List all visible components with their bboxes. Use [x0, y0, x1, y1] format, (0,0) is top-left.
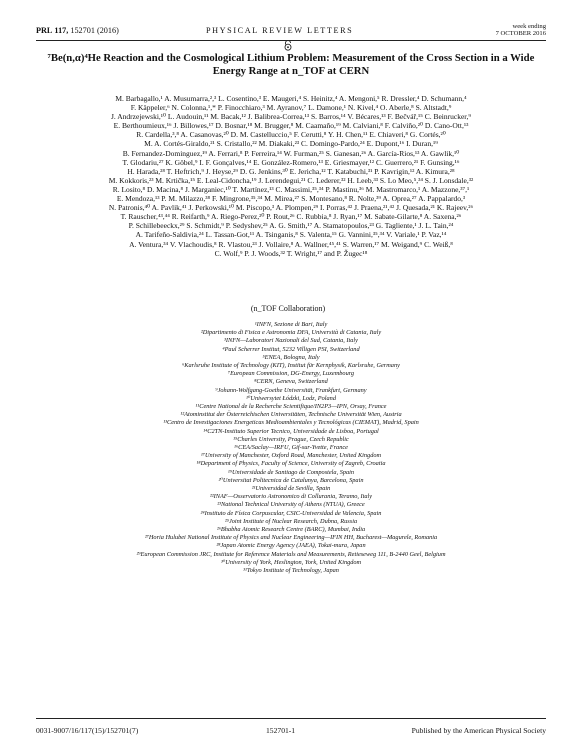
affiliation: ²⁴Instituto de Física Corpuscular, CSIC-Universidad de Valencia, Spain	[200, 509, 382, 517]
author-line: M. Kokkoris,²³ M. Krtička,¹⁵ E. Leal-Cidoncha,¹⁹ J. Lerendegui,²¹ C. Lederer,³² H. Leeb,³³ S. Lo Meo,⁵,³⁴ S. J. Lonsdale,³²	[108, 175, 474, 185]
journal-volume: 117,	[54, 26, 69, 35]
author-line: A. Ventura,³⁴ V. Vlachoudis,⁸ R. Vlastou,²³ J. Vollaire,⁸ A. Wallner,⁴⁵,⁴¹ S. Warren,¹⁷ M. Weigand,⁹ C. Weiß,⁸	[129, 239, 453, 249]
author-line: N. Patronis,⁴⁰ A. Pavlik,⁴¹ J. Perkowski,¹⁰ M. Piscopo,³ A. Plompen,²⁹ I. Porras,⁴² J. Praena,²¹,⁴² J. Quesada,²¹ K. Rajeev,²⁶	[108, 203, 474, 213]
author-line: T. Glodariu,²⁷ K. Göbel,⁹ I. F. Gonçalves,¹⁴ E. González-Romero,¹³ E. Griesmayer,¹² C. Guerrero,²¹ F. Gunsing,¹⁶	[122, 157, 460, 167]
author-line: H. Harada,²⁸ T. Heftrich,⁹ J. Heyse,²⁹ D. G. Jenkins,³⁰ E. Jericha,¹² T. Katabuchi,³¹ P. Kavrigin,¹² A. Kimura,²⁸	[127, 166, 455, 176]
author-line: B. Fernandez-Dominguez,¹⁹ A. Ferrari,⁸ P. Ferreira,¹⁴ W. Furman,²⁵ S. Ganesan,²⁶ A. García-Rios,¹³ A. Gawlik,¹⁰	[122, 148, 460, 158]
affiliation: ²⁰Universitat Politecnica de Catalunya, Barcelona, Spain	[218, 476, 364, 484]
affiliation: ¹²Atominstitut der Österreichischen Universitäten, Technische Universität Wien, Austria	[180, 411, 402, 419]
author-line: P. Schillebeeckx,²⁹ S. Schmidt,⁹ P. Sedyshev,²⁵ A. G. Smith,¹⁷ A. Stamatopoulos,²³ G. Tagliente,¹ J. L. Tain,²⁴	[128, 221, 454, 231]
affiliation: ¹⁷University of Manchester, Oxford Road, Manchester, United Kingdom	[200, 452, 382, 460]
affiliation: ²²INAF—Osservatorio Astronomico di Collurania, Teramo, Italy	[209, 493, 373, 501]
author-line: M. Barbagallo,¹ A. Musumarra,²,³ L. Cosentino,³ E. Maugeri,⁴ S. Heinitz,⁴ A. Mengoni,⁵ R. Dressler,⁴ D. Schumann,⁴	[115, 94, 467, 103]
affiliation: ²⁷Horia Hulubei National Institute of Physics and Nuclear Engineering—IFIN HH, Bucharest—Magurele, Romania	[144, 534, 438, 542]
week-label: week ending	[512, 23, 546, 30]
affiliation: ²⁹European Commission JRC, Institute for Reference Materials and Measurements, Retieseweg 111, B-2440 Geel, Belgium	[136, 550, 446, 558]
affiliation: ⁶Karlsruhe Institute of Technology (KIT), Institut für Kernphysik, Karlsruhe, Germany	[182, 362, 400, 370]
author-line: T. Rauscher,⁴³,⁴⁴ R. Reifarth,⁹ A. Riego-Perez,²⁰ P. Rout,²⁶ C. Rubbia,⁸ J. Ryan,¹⁷ M. Sabate-Gilarte,⁸ A. Saxena,²⁶	[120, 212, 462, 222]
author-line: R. Losito,⁸ D. Macina,⁸ J. Marganiec,¹⁰ T. Martínez,¹³ C. Massimi,³⁵,³⁴ P. Mastinu,³⁶ M. Mastromarco,¹ A. Mazzone,³⁷,¹	[112, 184, 470, 194]
publisher: Published by the American Physical Society	[411, 726, 546, 735]
affiliation: ³¹Tokyo Institute of Technology, Japan	[243, 567, 339, 575]
affiliation: ³⁰University of York, Heslington, York, United Kingdom	[220, 558, 362, 566]
affiliation: ²Dipartimento di Fisica e Astronomia DFA, Università di Catania, Italy	[200, 329, 382, 337]
journal-name: PRL	[36, 26, 53, 35]
author-line: R. Cardella,³,⁸ A. Casanovas,²⁰ D. M. Castelluccio,⁵ F. Cerutti,⁸ Y. H. Chen,¹¹ E. Chiaveri,⁸ G. Cortés,²⁰	[136, 130, 446, 140]
affiliation: ⁸CERN, Geneva, Switzerland	[254, 378, 328, 386]
affiliation: ⁷European Commission, DG-Energy, Luxembourg	[227, 370, 355, 378]
page-footer	[36, 726, 546, 738]
author-line: M. A. Cortés-Giraldo,²¹ S. Cristallo,²² M. Diakaki,²³ C. Domingo-Pardo,²⁴ E. Dupont,¹⁶ I. Duran,¹⁹	[144, 139, 438, 149]
affiliation: ¹INFN, Sezione di Bari, Italy	[254, 321, 328, 328]
affiliation: ¹⁴C2TN-Instituto Superior Tecnico, Universidade de Lisboa, Portugal	[203, 427, 379, 435]
footer-code: 0031-9007/16/117(15)/152701(7)	[36, 726, 139, 735]
affiliation: ⁵ENEA, Bologna, Italy	[262, 353, 320, 361]
page-number: 152701-1	[266, 726, 296, 735]
footer-rule	[36, 718, 546, 719]
affiliation: ²⁸Japan Atomic Energy Agency (JAEA), Tokai-mura, Japan	[216, 542, 366, 550]
affiliation: ²³National Technical University of Athens (NTUA), Greece	[217, 501, 365, 509]
author-line: E. Mendoza,¹³ P. M. Milazzo,³⁸ F. Mingrone,³⁵,³⁴ M. Mirea,²⁷ S. Montesano,⁸ R. Nolte,³⁹ A. Oprea,²⁷ A. Pappalardo,³	[116, 194, 466, 204]
running-title: PHYSICAL REVIEW LETTERS	[206, 26, 354, 35]
affiliation: ²⁵Joint Institute of Nuclear Research, Dubna, Russia	[224, 517, 358, 525]
collaboration-name: (n_TOF Collaboration)	[250, 304, 326, 313]
affiliation: ¹¹Centre National de la Recherche Scientifique/IN2P3—IPN, Orsay, France	[195, 403, 387, 411]
affiliation-list	[36, 321, 546, 575]
page-header	[36, 23, 546, 39]
affiliation: ⁹Johann-Wolfgang-Goethe Universität, Frankfurt, Germany	[215, 386, 367, 394]
paper-title: ⁷Be(n,α)⁴He Reaction and the Cosmological Lithium Problem: Measurement of the Cross Section in a Wide Energy Range at n_TOF at CERN	[47, 52, 535, 77]
week-ending	[496, 23, 546, 38]
author-line: A. Tarifeño-Saldivia,²⁴ L. Tassan-Got,¹¹ A. Tsinganis,⁸ S. Valenta,¹⁵ G. Vannini,³⁵,³⁴ V. Variale,¹ P. Vaz,¹⁴	[135, 230, 447, 240]
author-line: C. Wolf,⁹ P. J. Woods,³² T. Wright,¹⁷ and P. Žugec¹⁸	[214, 248, 368, 258]
author-line: E. Berthoumieux,¹⁶ J. Billowes,¹⁷ D. Bosnar,¹⁸ M. Brugger,⁸ M. Caamaño,¹⁹ M. Calviani,⁸ F. Calviño,²⁰ D. Cano-Ott,¹³	[113, 121, 469, 131]
week-date: 7 OCTOBER 2016	[495, 30, 546, 38]
author-line: F. Käppeler,⁶ N. Colonna,¹,* P. Finocchiaro,³ M. Ayranov,⁷ L. Damone,¹ N. Kivel,⁴ O. Aberle,⁸ S. Altstadt,⁹	[130, 103, 452, 113]
affiliation: ¹⁵Charles University, Prague, Czech Republic	[233, 435, 349, 443]
author-line: J. Andrzejewski,¹⁰ L. Audouin,¹¹ M. Bacak,¹² J. Balibrea-Correa,¹³ S. Barros,¹⁴ V. Bécares,¹³ F. Bečvář,¹⁵ C. Beinrucker,⁹	[111, 112, 471, 122]
author-list	[38, 94, 544, 258]
article-info: 152701 (2016)	[68, 26, 119, 35]
affiliation: ¹⁸Department of Physics, Faculty of Science, University of Zagreb, Croatia	[196, 460, 386, 468]
affiliation: ¹⁶CEA/Saclay—IRFU, Gif-sur-Yvette, France	[234, 444, 348, 452]
affiliation: ¹⁹Universidade de Santiago de Compostela, Spain	[227, 468, 355, 476]
affiliation: ²⁶Bhabha Atomic Research Centre (BARC), Mumbai, India	[216, 526, 366, 534]
affiliation: ²¹Universidad de Sevilla, Spain	[251, 485, 331, 493]
journal-citation	[36, 26, 119, 35]
affiliation: ⁴Paul Scherrer Institut, 5232 Villigen PSI, Switzerland	[222, 345, 360, 353]
affiliation: ³INFN—Laboratori Nazionali del Sud, Catania, Italy	[224, 337, 358, 345]
affiliation: ¹³Centro de Investigaciones Energeticas Medioambientales y Tecnológicas (CIEMAT), Madrid, Spain	[163, 419, 419, 427]
affiliation: ¹⁰Uniwersytet Łódzki, Lodz, Poland	[246, 394, 336, 402]
